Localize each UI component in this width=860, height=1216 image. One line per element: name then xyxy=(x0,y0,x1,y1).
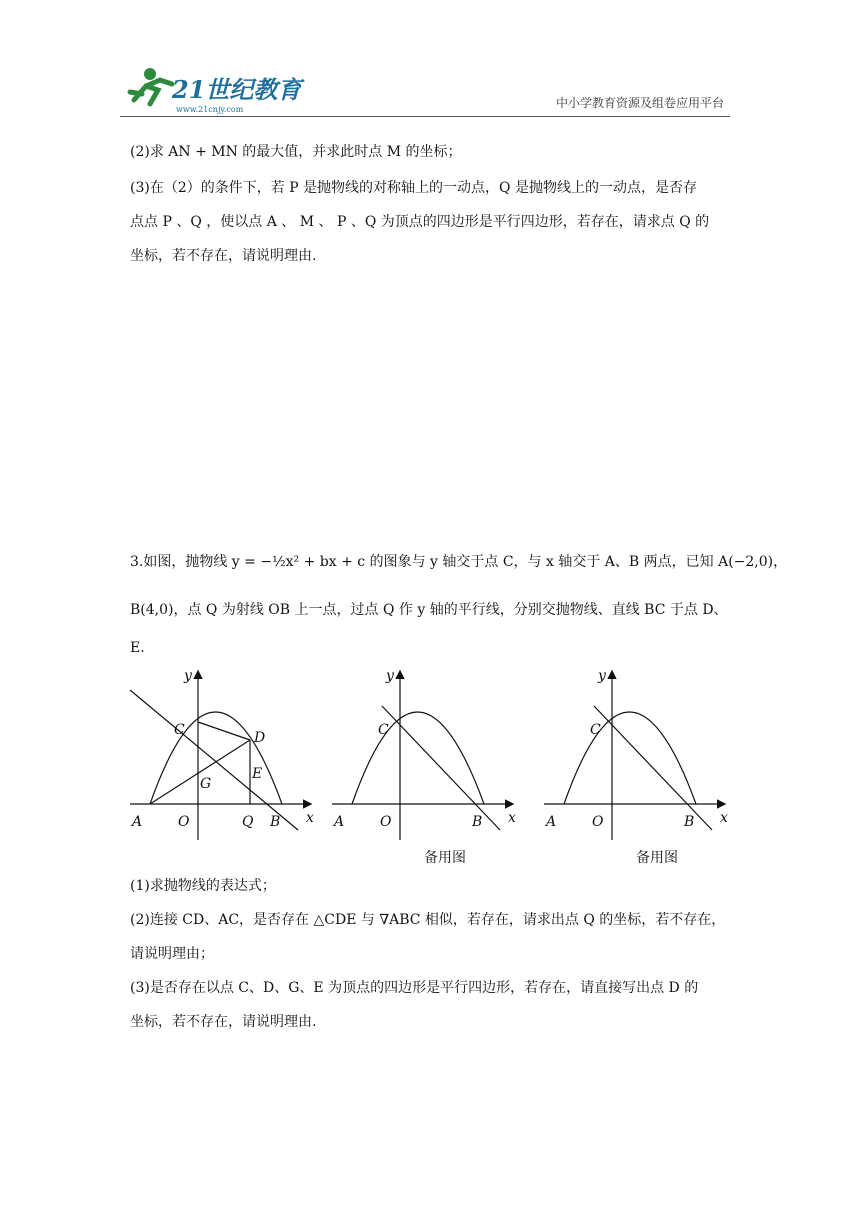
header-platform-text: 中小学教育资源及组卷应用平台 xyxy=(555,96,724,110)
q3-part2-line1: (2)连接 CD、AC，是否存在 △CDE 与 ∇ABC 相似，若存在，请求出点 Q 的坐标，若不存在， xyxy=(130,912,726,928)
fig3-label-A: A xyxy=(546,814,557,830)
backup-label-2: 备用图 xyxy=(636,850,678,866)
figure-main xyxy=(130,672,310,840)
fig3-label-x: x xyxy=(720,810,728,826)
q2-part3-line3: 坐标，若不存在，请说明理由. xyxy=(130,248,317,264)
fig1-label-E: E xyxy=(252,766,263,782)
figure-backup-1 xyxy=(332,672,512,840)
fig1-label-C: C xyxy=(174,722,185,738)
fig1-label-B: B xyxy=(270,814,281,830)
fig1-label-G: G xyxy=(200,776,212,792)
fig1-label-y: y xyxy=(184,668,192,684)
backup-label-1: 备用图 xyxy=(424,850,466,866)
fig1-label-D: D xyxy=(254,730,266,746)
q3-part3-line1: (3)是否存在以点 C、D、G、E 为顶点的四边形是平行四边形，若存在，请直接写出点 D 的 xyxy=(130,980,699,996)
fig1-label-O: O xyxy=(178,814,190,830)
fig2-label-C: C xyxy=(378,722,389,738)
q2-part2: (2)求 AN + MN 的最大值，并求此时点 M 的坐标； xyxy=(130,144,462,160)
fig3-label-C: C xyxy=(590,722,601,738)
q3-stem-line2: B(4,0)，点 Q 为射线 OB 上一点，过点 Q 作 y 轴的平行线，分别交抛物线、直线 BC 于点 D、 xyxy=(130,602,728,618)
page-header xyxy=(120,60,730,120)
fig2-label-O: O xyxy=(380,814,392,830)
q2-part3-line2: 点点 P 、Q ，使以点 A 、 M 、 P 、Q 为顶点的四边形是平行四边形，若存在，请求点 Q 的 xyxy=(130,214,710,230)
q3-figures xyxy=(120,660,740,870)
q3-part2-line2: 请说明理由； xyxy=(130,946,214,962)
logo-url: www.21cnjy.com xyxy=(176,105,244,114)
q3-part3-line2: 坐标，若不存在，请说明理由. xyxy=(130,1014,317,1030)
logo xyxy=(120,60,320,116)
figure-backup-2 xyxy=(544,672,724,840)
logo-text: 21世纪教育 xyxy=(172,75,302,104)
fig3-label-O: O xyxy=(592,814,604,830)
q2-part3-line1: (3)在（2）的条件下，若 P 是抛物线的对称轴上的一动点，Q 是抛物线上的一动点，是否存 xyxy=(130,180,697,196)
fig3-label-B: B xyxy=(684,814,695,830)
fig2-label-y: y xyxy=(386,668,394,684)
q3-stem-line3: E. xyxy=(130,640,145,656)
fig1-label-A: A xyxy=(132,814,143,830)
fig1-label-x: x xyxy=(306,810,314,826)
fig1-label-Q: Q xyxy=(242,814,254,830)
q3-part1: (1)求抛物线的表达式； xyxy=(130,878,276,894)
fig2-label-x: x xyxy=(508,810,516,826)
header-divider xyxy=(120,116,730,117)
fig2-label-B: B xyxy=(472,814,483,830)
fig2-label-A: A xyxy=(334,814,345,830)
q3-stem-line1: 3.如图，抛物线 y = −½x² + bx + c 的图象与 y 轴交于点 C，与 x 轴交于 A、B 两点，已知 A(−2,0)， xyxy=(130,554,788,570)
fig3-label-y: y xyxy=(598,668,606,684)
